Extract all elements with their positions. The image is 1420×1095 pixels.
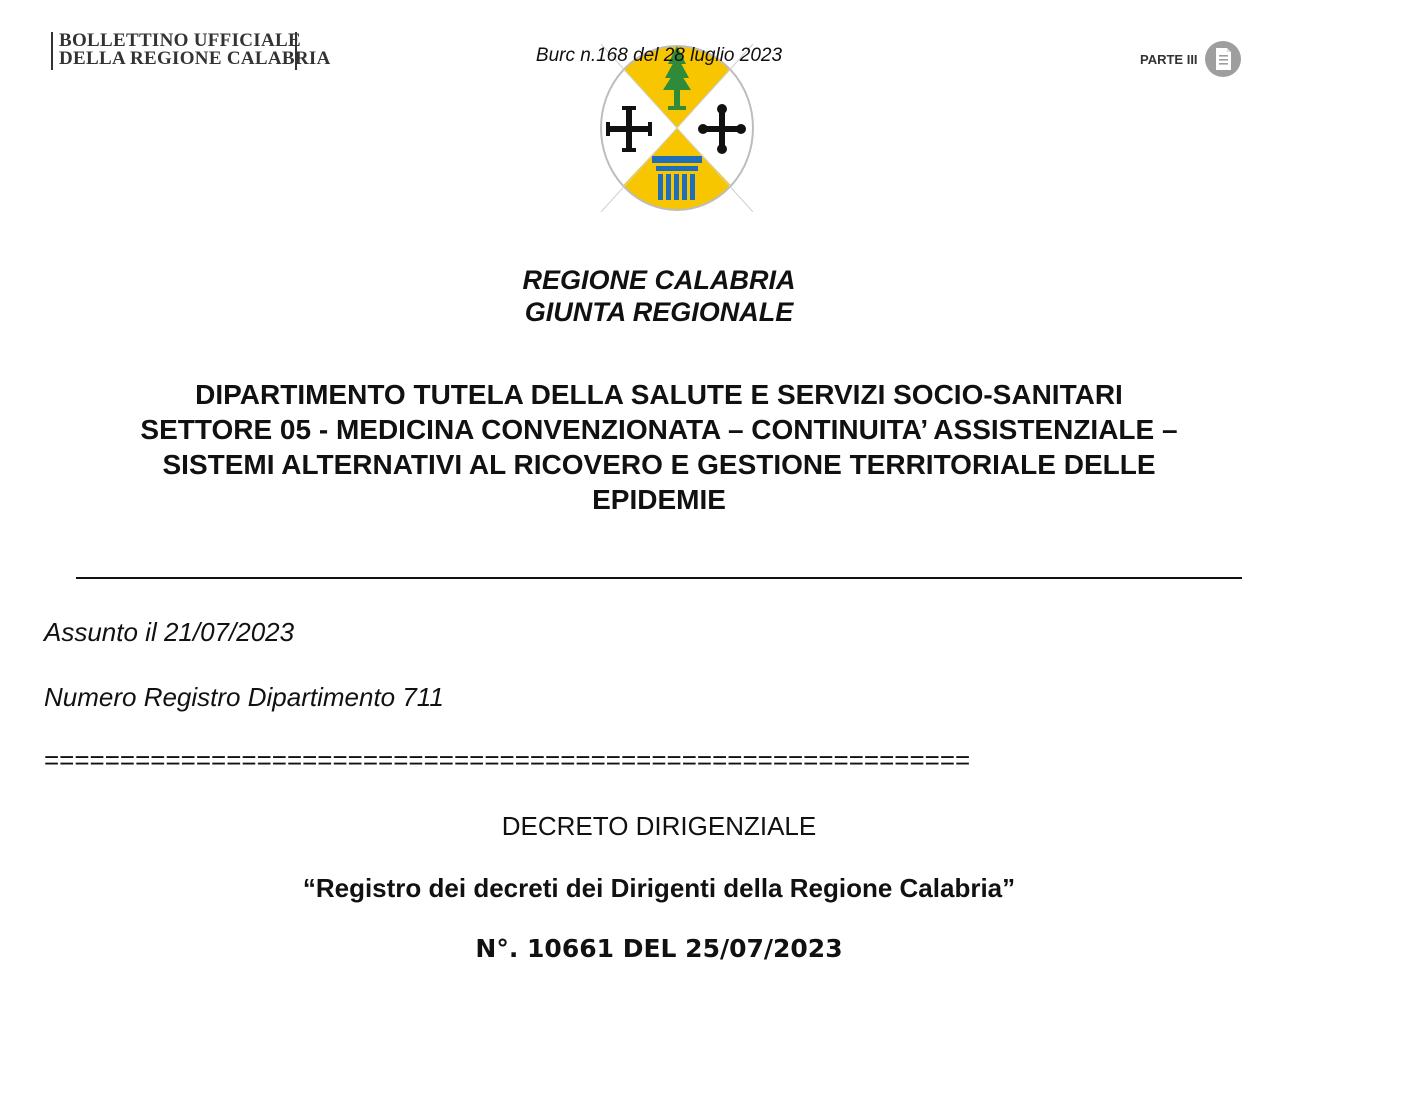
department-heading [60, 377, 1258, 517]
region-heading [0, 264, 1318, 328]
dept-line-1: DIPARTIMENTO TUTELA DELLA SALUTE E SERVIZI SOCIO-SANITARI [195, 379, 1123, 410]
masthead-line-1: BOLLETTINO UFFICIALE [59, 30, 301, 51]
coat-of-arms-icon [598, 42, 756, 212]
dept-line-4: EPIDEMIE [592, 484, 726, 515]
masthead-line-2: DELLA REGIONE CALABRIA [59, 48, 331, 69]
separator-line: ============================================================= [44, 745, 971, 775]
decreto-number: N°. 10661 DEL 25/07/2023 [475, 934, 843, 963]
burc-reference: Burc n.168 del 28 luglio 2023 [535, 45, 783, 66]
horizontal-rule [76, 577, 1242, 579]
decreto-title: DECRETO DIRIGENZIALE [501, 811, 817, 841]
dept-line-3: SISTEMI ALTERNATIVI AL RICOVERO E GESTIONE TERRITORIALE DELLE [162, 449, 1156, 480]
region-line-2: GIUNTA REGIONALE [524, 297, 794, 327]
registro-title: “Registro dei decreti dei Dirigenti della Regione Calabria” [302, 873, 1016, 903]
registro-number: Numero Registro Dipartimento 711 [44, 682, 444, 712]
dept-line-2: SETTORE 05 - MEDICINA CONVENZIONATA – CONTINUITA’ ASSISTENZIALE – [140, 414, 1178, 445]
parte-label: PARTE III [1140, 51, 1198, 67]
region-line-1: REGIONE CALABRIA [522, 265, 796, 295]
assunto-date: Assunto il 21/07/2023 [44, 617, 295, 647]
